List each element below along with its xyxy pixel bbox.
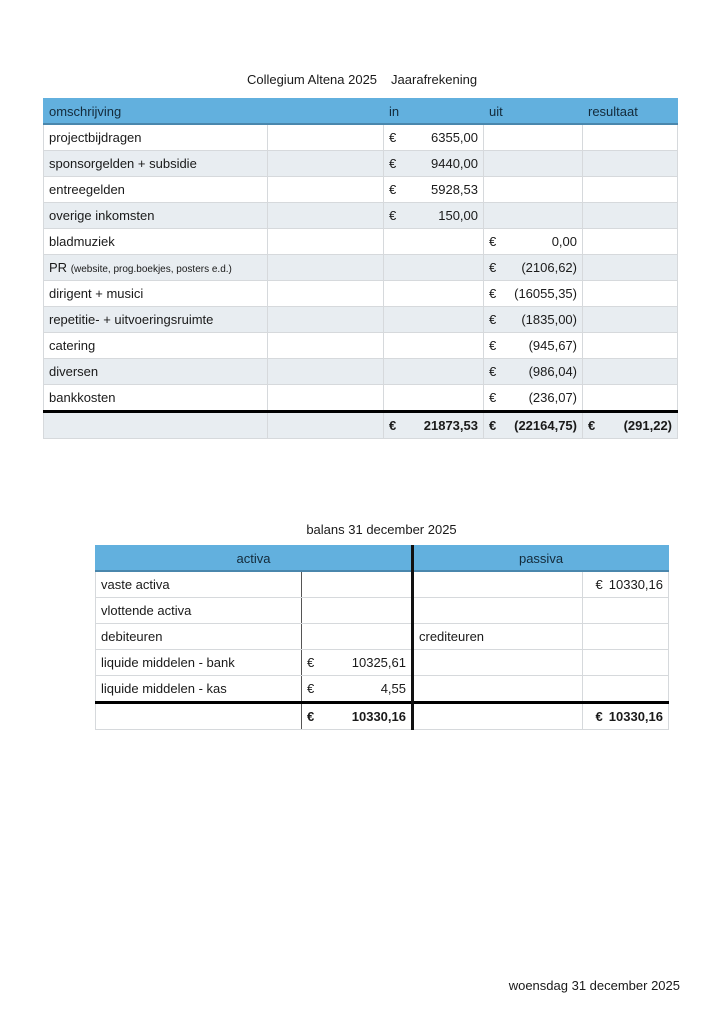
amount: 9440,00 — [431, 156, 478, 171]
euro-sign: € — [389, 182, 397, 197]
row-label-note: (website, prog.boekjes, posters e.d.) — [70, 264, 232, 275]
cell-blank — [268, 203, 384, 229]
row-label: overige inkomsten — [49, 208, 155, 223]
table-row — [96, 598, 669, 624]
row-label: PR — [49, 260, 68, 275]
cell-in — [384, 359, 484, 385]
passiva-value — [583, 571, 669, 598]
cell-omschrijving — [44, 307, 268, 333]
amount: 10330,16 — [608, 709, 664, 724]
table-header-row — [44, 99, 678, 125]
euro-sign: € — [489, 338, 497, 353]
table-row — [44, 359, 678, 385]
income-statement-table — [43, 98, 678, 439]
cell-in — [384, 255, 484, 281]
amount: 10325,61 — [351, 655, 406, 670]
col-header-uit: uit — [484, 99, 583, 125]
amount: 4,55 — [380, 681, 406, 696]
euro-sign: € — [307, 681, 315, 696]
passiva-label — [413, 676, 583, 703]
cell-blank — [268, 412, 384, 439]
cell-uit — [484, 151, 583, 177]
cell-blank — [96, 703, 302, 730]
cell-uit — [484, 124, 583, 151]
table-header-row — [96, 546, 669, 572]
amount: 5928,53 — [431, 182, 478, 197]
euro-sign: € — [307, 709, 315, 724]
amount: 6355,00 — [431, 130, 478, 145]
table-row — [96, 676, 669, 703]
amount: (291,22) — [623, 418, 672, 433]
euro-sign: € — [389, 208, 397, 223]
row-label: entreegelden — [49, 182, 125, 197]
activa-value — [302, 650, 413, 676]
table-row — [44, 281, 678, 307]
passiva-label — [413, 571, 583, 598]
activa-label: vlottende activa — [96, 598, 302, 624]
euro-sign: € — [489, 286, 497, 301]
table-row — [44, 333, 678, 359]
passiva-label: crediteuren — [413, 624, 583, 650]
doc-title: Jaarafrekening — [391, 72, 478, 87]
euro-sign: € — [489, 260, 497, 275]
balance-title: balans 31 december 2025 — [306, 522, 457, 537]
cell-uit — [484, 359, 583, 385]
cell-blank — [268, 281, 384, 307]
cell-resultaat — [583, 177, 678, 203]
cell-blank — [268, 307, 384, 333]
amount: (16055,35) — [514, 286, 577, 301]
balance-table — [95, 545, 669, 730]
cell-omschrijving — [44, 177, 268, 203]
cell-resultaat — [583, 255, 678, 281]
cell-blank — [268, 359, 384, 385]
cell-resultaat — [583, 307, 678, 333]
activa-label: debiteuren — [96, 624, 302, 650]
euro-sign: € — [489, 312, 497, 327]
cell-blank — [268, 124, 384, 151]
passiva-label — [413, 650, 583, 676]
euro-sign: € — [489, 418, 497, 433]
row-label: bladmuziek — [49, 234, 115, 249]
document-title — [0, 72, 724, 87]
table-row — [44, 255, 678, 281]
cell-resultaat — [583, 359, 678, 385]
cell-in — [384, 203, 484, 229]
cell-resultaat — [583, 229, 678, 255]
cell-omschrijving — [44, 359, 268, 385]
cell-blank — [268, 229, 384, 255]
amount: 10330,16 — [351, 709, 406, 724]
amount: (236,07) — [528, 390, 577, 405]
table-row — [44, 124, 678, 151]
cell-omschrijving — [44, 203, 268, 229]
col-header-omschrijving: omschrijving — [44, 99, 268, 125]
cell-in — [384, 307, 484, 333]
row-label: dirigent + musici — [49, 286, 144, 301]
passiva-label — [413, 598, 583, 624]
table-row — [44, 151, 678, 177]
total-activa — [302, 703, 413, 730]
cell-resultaat — [583, 151, 678, 177]
amount: 21873,53 — [423, 418, 478, 433]
cell-in — [384, 333, 484, 359]
cell-blank — [268, 151, 384, 177]
cell-omschrijving — [44, 151, 268, 177]
euro-sign: € — [389, 418, 397, 433]
total-in — [384, 412, 484, 439]
col-header-resultaat: resultaat — [583, 99, 678, 125]
totals-row — [44, 412, 678, 439]
cell-uit — [484, 333, 583, 359]
col-header-in: in — [384, 99, 484, 125]
row-label: diversen — [49, 364, 99, 379]
euro-sign: € — [595, 577, 603, 592]
cell-blank — [268, 333, 384, 359]
euro-sign: € — [588, 418, 596, 433]
activa-value — [302, 571, 413, 598]
cell-uit — [484, 281, 583, 307]
cell-omschrijving — [44, 385, 268, 412]
cell-in — [384, 385, 484, 412]
cell-blank — [413, 703, 583, 730]
cell-omschrijving — [44, 333, 268, 359]
table-row — [96, 650, 669, 676]
cell-uit — [484, 177, 583, 203]
row-label: catering — [49, 338, 96, 353]
euro-sign: € — [389, 156, 397, 171]
cell-resultaat — [583, 333, 678, 359]
row-label: projectbijdragen — [49, 130, 142, 145]
cell-resultaat — [583, 385, 678, 412]
table-row — [44, 385, 678, 412]
passiva-value — [583, 650, 669, 676]
passiva-header: passiva — [413, 546, 669, 572]
footer-date: woensdag 31 december 2025 — [508, 978, 680, 993]
cell-uit — [484, 307, 583, 333]
amount: (986,04) — [528, 364, 577, 379]
activa-value — [302, 624, 413, 650]
activa-value — [302, 598, 413, 624]
table-row — [96, 571, 669, 598]
table-row — [96, 624, 669, 650]
org-name: Collegium Altena 2025 — [246, 72, 378, 87]
cell-in — [384, 177, 484, 203]
cell-blank — [268, 255, 384, 281]
cell-in — [384, 151, 484, 177]
passiva-value — [583, 624, 669, 650]
amount: (22164,75) — [514, 418, 577, 433]
activa-header: activa — [96, 546, 413, 572]
amount: 10330,16 — [608, 577, 664, 592]
activa-value — [302, 676, 413, 703]
cell-blank — [268, 385, 384, 412]
euro-sign: € — [489, 390, 497, 405]
amount: (1835,00) — [521, 312, 577, 327]
total-passiva — [583, 703, 669, 730]
euro-sign: € — [595, 709, 603, 724]
amount: (945,67) — [528, 338, 577, 353]
passiva-value — [583, 598, 669, 624]
euro-sign: € — [389, 130, 397, 145]
total-uit — [484, 412, 583, 439]
activa-label: liquide middelen - kas — [96, 676, 302, 703]
table-row — [44, 203, 678, 229]
passiva-value — [583, 676, 669, 703]
row-label: sponsorgelden + subsidie — [49, 156, 197, 171]
euro-sign: € — [489, 364, 497, 379]
cell-omschrijving — [44, 229, 268, 255]
cell-uit — [484, 255, 583, 281]
row-label: bankkosten — [49, 390, 116, 405]
row-label: repetitie- + uitvoeringsruimte — [49, 312, 214, 327]
cell-uit — [484, 203, 583, 229]
cell-resultaat — [583, 203, 678, 229]
totals-row — [96, 703, 669, 730]
amount: 0,00 — [551, 234, 577, 249]
activa-label: liquide middelen - bank — [96, 650, 302, 676]
cell-in — [384, 281, 484, 307]
cell-resultaat — [583, 281, 678, 307]
cell-in — [384, 229, 484, 255]
euro-sign: € — [307, 655, 315, 670]
total-resultaat — [583, 412, 678, 439]
cell-in — [384, 124, 484, 151]
euro-sign: € — [489, 234, 497, 249]
cell-resultaat — [583, 124, 678, 151]
cell-omschrijving — [44, 124, 268, 151]
table-row — [44, 307, 678, 333]
cell-uit — [484, 229, 583, 255]
activa-label: vaste activa — [96, 571, 302, 598]
cell-blank — [44, 412, 268, 439]
table-row — [44, 177, 678, 203]
cell-omschrijving — [44, 281, 268, 307]
table-row — [44, 229, 678, 255]
cell-uit — [484, 385, 583, 412]
col-header-blank — [268, 99, 384, 125]
cell-omschrijving — [44, 255, 268, 281]
amount: 150,00 — [438, 208, 478, 223]
amount: (2106,62) — [521, 260, 577, 275]
cell-blank — [268, 177, 384, 203]
